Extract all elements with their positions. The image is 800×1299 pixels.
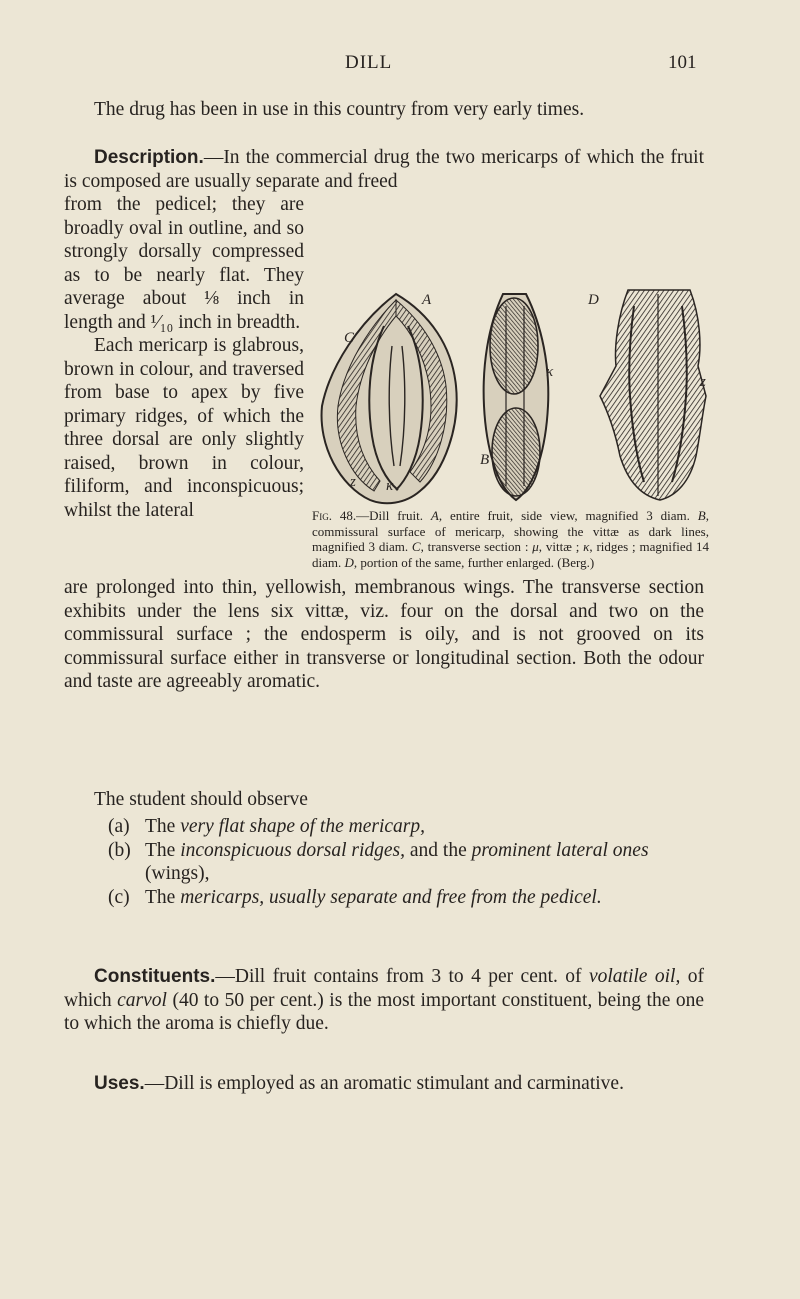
observation-list (108, 815, 708, 909)
description-lead: In the commercial drug the two mericarps of which the fruit is composed are usually separate and freed (64, 147, 704, 192)
description-continued: are prolonged into thin, yellowish, membranous wings. The transverse section exhibits under the lens six vittæ, viz. four on the dorsal and two on the commissural surface ; the endosperm is oily, and is not grooved on its commissural surface either in transverse or longitudinal section. Both the odour and taste are agreeably aromatic. (64, 577, 704, 692)
side-text: from the pedicel; they are broadly oval in outline, and so strongly dorsally compressed as to be nearly flat. They average about (64, 194, 304, 309)
list-marker: (c) (108, 886, 130, 908)
constituents-text: of which (64, 966, 704, 1011)
caption-label-a: A (430, 508, 439, 523)
caption-label-mu: μ (532, 539, 539, 554)
figure-dill-fruit (310, 286, 710, 526)
caption-figure-number: Fig. 48. (312, 508, 357, 523)
fraction-length: ⅛ (204, 288, 219, 309)
side-text: inch in breadth. (173, 311, 301, 333)
dill-fruit-illustration (310, 286, 710, 508)
label-kappa-right: κ (546, 364, 554, 380)
heading-dash: — (144, 1073, 165, 1094)
constituents-heading: Constituents. (94, 966, 216, 987)
fraction-breadth: ¹⁄₁₀ (150, 311, 174, 333)
item-emphasis: inconspicuous dorsal ridges, (180, 839, 405, 861)
item-emphasis: very flat shape of the mericarp, (180, 816, 425, 837)
mericarp-commissural-view (484, 294, 549, 500)
label-c: C (344, 330, 355, 346)
side-text: inch in length and (64, 288, 304, 333)
list-marker: (a) (108, 816, 130, 837)
figure-caption (312, 508, 709, 570)
caption-part: , entire fruit, side view, magnified 3 diam. (438, 508, 698, 523)
heading-dash: — (203, 147, 224, 168)
constituents-text: (40 to 50 per cent.) is the most important constituent, being the one to which the aroma is chiefly due. (64, 989, 704, 1034)
caption-label-d: D (344, 554, 354, 570)
caption-label-c: C (411, 539, 421, 554)
side-paragraph-1 (64, 193, 304, 334)
list-marker: (b) (108, 839, 131, 861)
page-number: 101 (668, 52, 697, 73)
uses-paragraph (64, 1072, 704, 1096)
caption-part: , ridges ; magnified 14 diam. (312, 539, 710, 570)
constituents-paragraph (64, 965, 704, 1036)
label-d: D (588, 292, 599, 308)
caption-part: , portion of the same, further enlarged. (Berg.) (353, 554, 595, 570)
intro-paragraph: The drug has been in use in this country from very early times. (94, 99, 585, 120)
list-item (108, 886, 708, 910)
constituents-text: Dill fruit contains from 3 to 4 per cent. of (234, 966, 589, 987)
item-text: The (145, 839, 181, 861)
caption-part: , commissural surface of mericarp, showing the vittæ as dark lines, magnified 3 diam. (312, 508, 709, 554)
description-paragraph (64, 146, 704, 193)
running-head: DILL (345, 52, 393, 73)
label-a: A (422, 292, 432, 308)
caption-label-b: B (697, 508, 706, 523)
observe-intro: The student should observe (94, 789, 308, 810)
description-side-text (64, 193, 304, 573)
item-emphasis: prominent lateral ones (471, 839, 649, 861)
enlarged-section-view (600, 290, 706, 500)
page-header (0, 52, 800, 82)
label-kappa-bottom: κ (386, 478, 394, 494)
fruit-side-view (322, 294, 457, 503)
heading-dash: — (215, 966, 235, 987)
item-text: The (145, 816, 181, 837)
list-item (108, 815, 708, 839)
uses-text: Dill is employed as an aromatic stimulant and carminative. (164, 1073, 624, 1094)
caption-text (312, 508, 709, 570)
caption-part: , vittæ ; (538, 539, 584, 554)
caption-label-kappa: κ (583, 539, 590, 554)
label-b: B (480, 452, 490, 468)
list-item (108, 839, 708, 886)
description-heading: Description. (94, 147, 204, 168)
caption-part: , transverse section : (420, 539, 533, 554)
caption-part: Dill fruit. (369, 508, 431, 523)
constituents-emphasis: carvol (117, 989, 167, 1011)
label-z-left: z (350, 474, 356, 490)
item-text: The (145, 886, 181, 908)
side-paragraph-2: Each mericarp is glabrous, brown in colour, and traversed from base to apex by five primary ridges, of which the three dorsal are only slightly raised, brown in colour, filiform, and inconspicuous; whilst the lateral (64, 335, 304, 521)
uses-heading: Uses. (94, 1073, 145, 1094)
constituents-emphasis: volatile oil, (588, 966, 681, 987)
caption-dash: — (356, 508, 370, 523)
item-emphasis: mericarps, usually separate and free from the pedicel. (180, 886, 602, 908)
item-text: (wings), (145, 863, 210, 884)
label-z-right: z (700, 374, 706, 390)
item-text: and the (405, 839, 472, 861)
